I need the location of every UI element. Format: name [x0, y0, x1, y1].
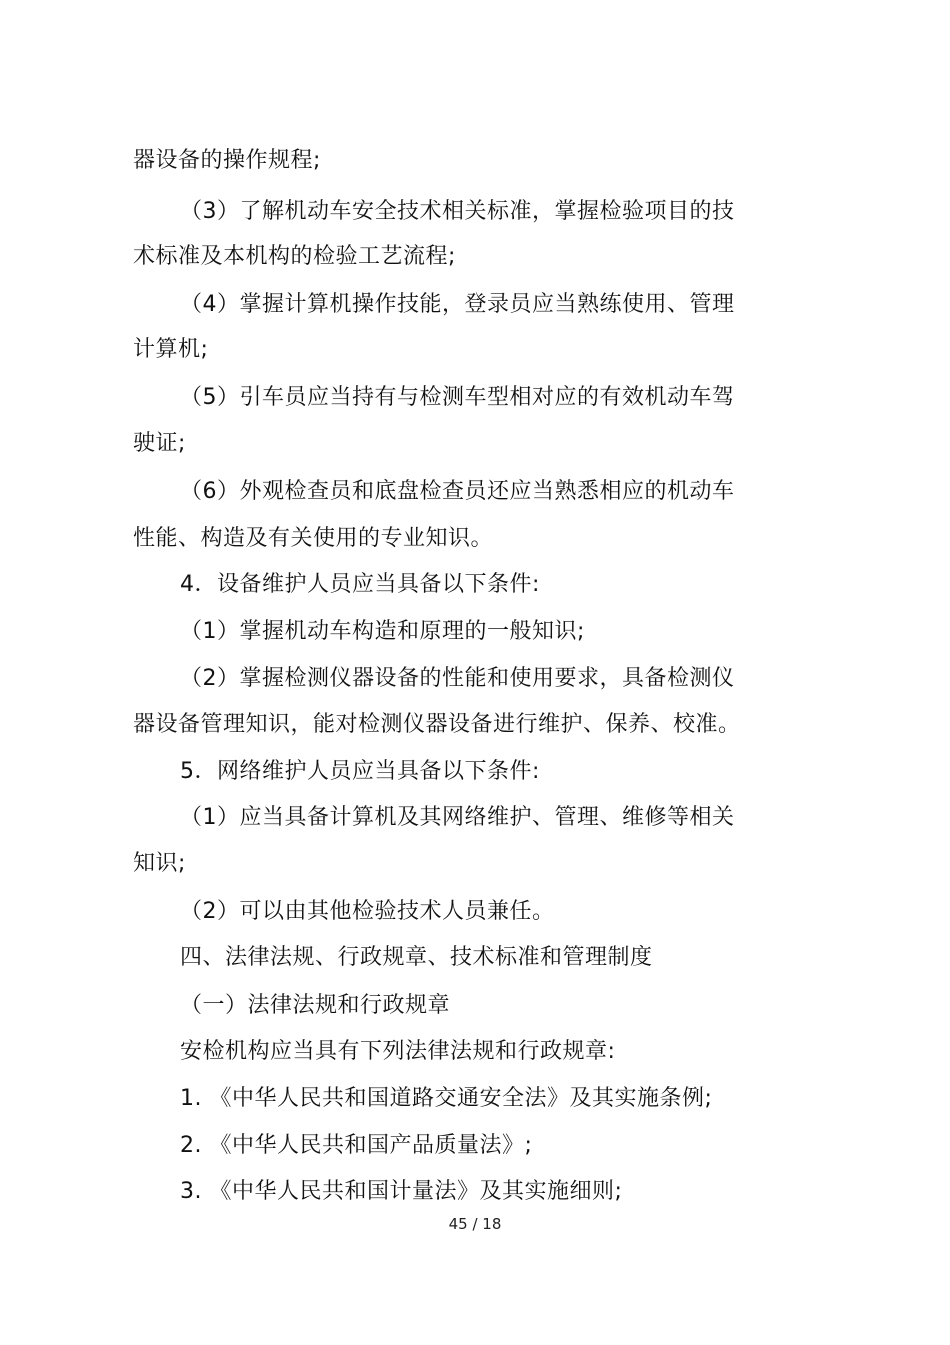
text-line-14: 5．网络维护人员应当具备以下条件:	[180, 759, 540, 784]
text-line-10: 4．设备维护人员应当具备以下条件:	[180, 572, 540, 597]
text-line-5: 计算机;	[133, 337, 209, 362]
text-line-11: （1）掌握机动车构造和原理的一般知识;	[180, 619, 585, 644]
text-line-8: （6）外观检查员和底盘检查员还应当熟悉相应的机动车	[180, 479, 735, 504]
text-line-7: 驶证;	[133, 431, 186, 456]
text-line-17: （2）可以由其他检验技术人员兼任。	[180, 899, 555, 924]
text-line-9: 性能、构造及有关使用的专业知识。	[133, 526, 494, 551]
text-line-3: 术标准及本机构的检验工艺流程;	[133, 244, 456, 269]
text-line-21: 1. 《中华人民共和国道路交通安全法》及其实施条例;	[180, 1086, 713, 1111]
text-line-16: 知识;	[133, 851, 186, 876]
text-line-18: 四、法律法规、行政规章、技术标准和管理制度	[180, 945, 653, 970]
text-line-23: 3. 《中华人民共和国计量法》及其实施细则;	[180, 1179, 623, 1204]
text-line-2: （3）了解机动车安全技术相关标准，掌握检验项目的技	[180, 199, 735, 224]
text-line-12: （2）掌握检测仪器设备的性能和使用要求，具备检测仪	[180, 666, 735, 691]
text-line-13: 器设备管理知识，能对检测仪器设备进行维护、保养、校准。	[133, 712, 741, 737]
text-line-20: 安检机构应当具有下列法律法规和行政规章:	[180, 1039, 616, 1064]
text-line-4: （4）掌握计算机操作技能，登录员应当熟练使用、管理	[180, 292, 735, 317]
text-line-15: （1）应当具备计算机及其网络维护、管理、维修等相关	[180, 805, 735, 830]
text-line-6: （5）引车员应当持有与检测车型相对应的有效机动车驾	[180, 385, 735, 410]
text-line-1: 器设备的操作规程;	[133, 148, 321, 173]
page-number: 45 / 18	[448, 1215, 502, 1233]
text-line-22: 2. 《中华人民共和国产品质量法》;	[180, 1133, 533, 1158]
text-line-19: （一）法律法规和行政规章	[180, 993, 451, 1018]
